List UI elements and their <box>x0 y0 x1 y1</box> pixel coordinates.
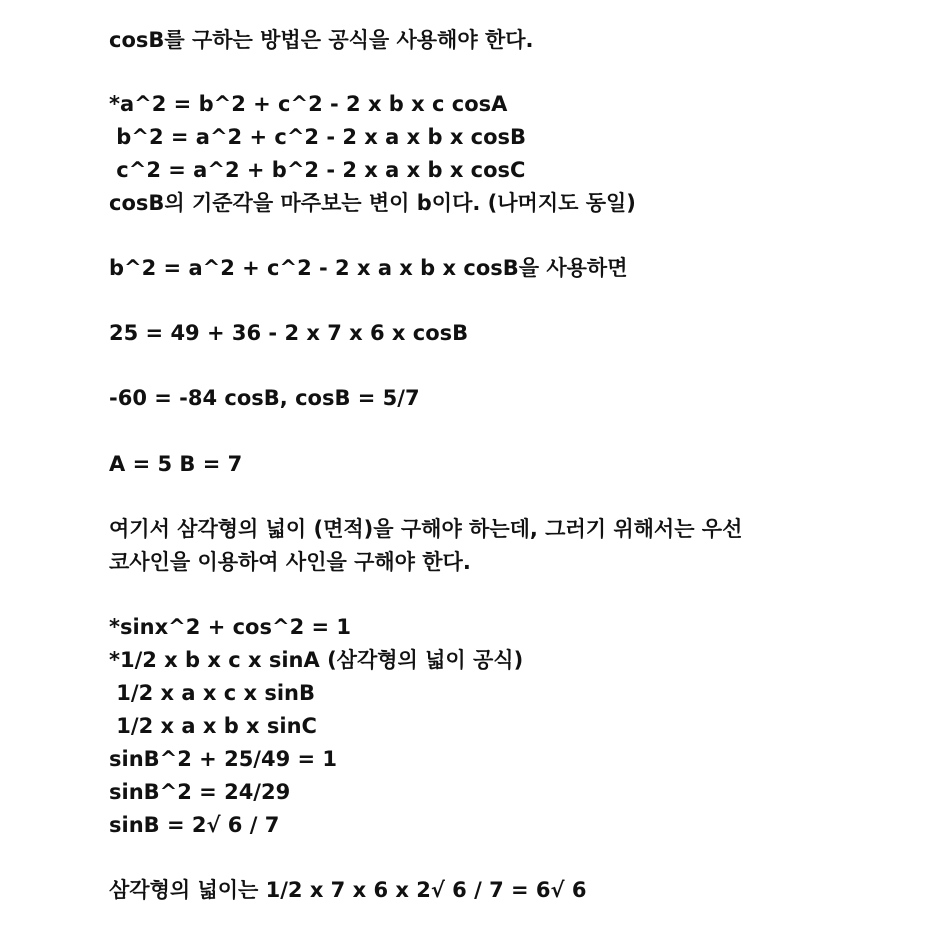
text-line-cosb-result: -60 = -84 cosB, cosB = 5/7 <box>109 386 420 410</box>
text-line-substitution: 25 = 49 + 36 - 2 x 7 x 6 x cosB <box>109 321 469 345</box>
text-line-identity: *sinx^2 + cos^2 = 1 <box>109 615 352 639</box>
text-line-note: cosB의 기준각을 마주보는 변이 b이다. (나머지도 동일) <box>109 191 636 215</box>
text-line-area-formula-a: *1/2 x b x c x sinA (삼각형의 넓이 공식) <box>109 648 524 672</box>
text-line-law-of-cosines-a: *a^2 = b^2 + c^2 - 2 x b x c cosA <box>109 92 508 116</box>
text-line-apply-formula: b^2 = a^2 + c^2 - 2 x a x b x cosB을 사용하면 <box>109 256 628 280</box>
text-line-area-formula-c: 1/2 x a x b x sinC <box>109 714 317 738</box>
text-line-area-intro-1: 여기서 삼각형의 넓이 (면적)을 구해야 하는데, 그러기 위해서는 우선 <box>109 517 743 541</box>
text-line-sinb-equation: sinB^2 + 25/49 = 1 <box>109 747 338 771</box>
text-line-heading: cosB를 구하는 방법은 공식을 사용해야 한다. <box>109 28 534 52</box>
text-line-sinb-result: sinB = 2√ 6 / 7 <box>109 813 280 837</box>
text-line-area-result: 삼각형의 넓이는 1/2 x 7 x 6 x 2√ 6 / 7 = 6√ 6 <box>109 878 587 902</box>
text-line-sides: A = 5 B = 7 <box>109 452 243 476</box>
text-line-area-formula-b: 1/2 x a x c x sinB <box>109 681 315 705</box>
text-line-sinb-squared: sinB^2 = 24/29 <box>109 780 291 804</box>
text-line-law-of-cosines-b: b^2 = a^2 + c^2 - 2 x a x b x cosB <box>109 125 527 149</box>
text-line-law-of-cosines-c: c^2 = a^2 + b^2 - 2 x a x b x cosC <box>109 158 526 182</box>
text-line-area-intro-2: 코사인을 이용하여 사인을 구해야 한다. <box>109 550 471 574</box>
